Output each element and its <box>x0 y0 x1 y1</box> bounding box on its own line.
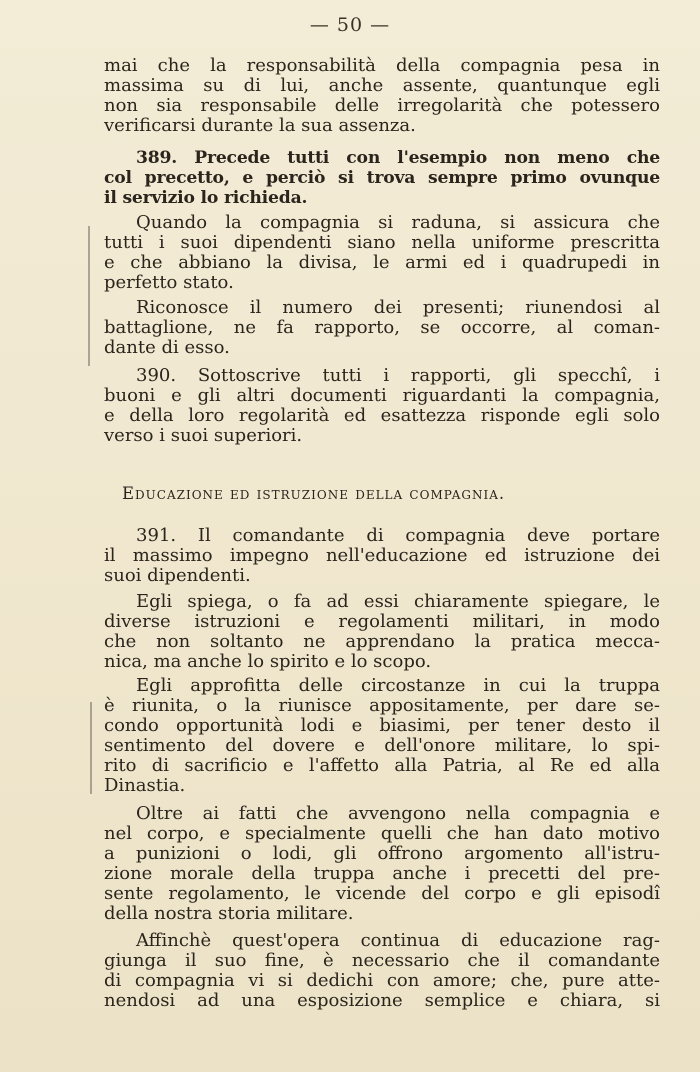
text-line: buoni e gli altri documenti riguardanti la compagnia, <box>104 385 660 406</box>
text-line: dante di esso. <box>104 337 230 358</box>
text-line: di compagnia vi si dedichi con amore; che, pure atte- <box>104 970 660 991</box>
text-line: 391. Il comandante di compagnia deve portare <box>136 525 660 546</box>
text-line: della nostra storia militare. <box>104 903 354 924</box>
text-line: 389. Precede tutti con l'esempio non meno che <box>136 148 660 168</box>
text-line: col precetto, e perciò si trova sempre primo ovunque <box>104 168 660 188</box>
paragraph-uniform <box>104 213 660 293</box>
text-line: perfetto stato. <box>104 272 234 293</box>
section-heading: Educazione ed istruzione della compagnia. <box>122 484 506 503</box>
text-line: tutti i suoi dipendenti siano nella uniforme prescritta <box>104 232 660 253</box>
text-line: Quando la compagnia si raduna, si assicura che <box>136 212 660 233</box>
paragraph-391 <box>104 526 660 586</box>
text-line: Dinastia. <box>104 775 186 796</box>
text-line: il massimo impegno nell'educazione ed istruzione dei <box>104 545 660 566</box>
text-line: Riconosce il numero dei presenti; riunendosi al <box>136 297 660 318</box>
text-line: a punizioni o lodi, gli offrono argomento all'istru- <box>104 843 660 864</box>
paragraph-education <box>104 931 660 1011</box>
text-line: sentimento del dovere e dell'onore militare, lo spi- <box>104 735 660 756</box>
text-line: il servizio lo richieda. <box>104 188 308 208</box>
text-line: battaglione, ne fa rapporto, se occorre, al coman- <box>104 317 660 338</box>
page-number: — 50 — <box>309 14 391 36</box>
text-line: e della loro regolarità ed esattezza risponde egli solo <box>104 405 660 426</box>
text-line: verificarsi durante la sua assenza. <box>104 115 416 136</box>
text-line: che non soltanto ne apprendano la pratica mecca- <box>104 631 660 652</box>
text-line: non sia responsabile delle irregolarità che potessero <box>104 95 660 116</box>
text-line: nica, ma anche lo spirito e lo scopo. <box>104 651 432 672</box>
paragraph-headcount <box>104 298 660 358</box>
text-line: Egli spiega, o fa ad essi chiaramente spiegare, le <box>136 591 660 612</box>
text-line: sente regolamento, le vicende del corpo e gli episodî <box>104 883 660 904</box>
text-line: Oltre ai fatti che avvengono nella compagnia e <box>136 803 660 824</box>
text-line: Egli approfitta delle circostanze in cui la truppa <box>136 675 660 696</box>
text-line: è riunita, o la riunisce appositamente, per dare se- <box>104 695 660 716</box>
text-line: verso i suoi superiori. <box>104 425 303 446</box>
paragraph-390 <box>104 366 660 446</box>
text-line: rito di sacrificio e l'affetto alla Patria, al Re ed alla <box>104 755 660 776</box>
text-line: zione morale della truppa anche i precetti del pre- <box>104 863 660 884</box>
paragraph-explains <box>104 592 660 672</box>
text-line: giunga il suo fine, è necessario che il comandante <box>104 950 660 971</box>
text-line: e che abbiano la divisa, le armi ed i quadrupedi in <box>104 252 660 273</box>
paragraph-facts <box>104 804 660 924</box>
text-line: diverse istruzioni e regolamenti militari, in modo <box>104 611 660 632</box>
text-line: Affinchè quest'opera continua di educazione rag- <box>136 930 660 951</box>
text-line: condo opportunità lodi e biasimi, per tener desto il <box>104 715 660 736</box>
margin-pencil-mark <box>90 702 92 794</box>
text-line: mai che la responsabilità della compagnia pesa in <box>104 55 660 76</box>
text-line: suoi dipendenti. <box>104 565 251 586</box>
text-line: nel corpo, e specialmente quelli che han dato motivo <box>104 823 660 844</box>
text-line: massima su di lui, anche assente, quantunque egli <box>104 75 660 96</box>
margin-pencil-mark <box>88 226 90 366</box>
paragraph-389 <box>104 148 660 208</box>
text-line: nendosi ad una esposizione semplice e chiara, si <box>104 990 660 1011</box>
text-line: 390. Sottoscrive tutti i rapporti, gli specchî, i <box>136 365 660 386</box>
paragraph-continuation <box>104 56 660 136</box>
paragraph-circumstances <box>104 676 660 796</box>
